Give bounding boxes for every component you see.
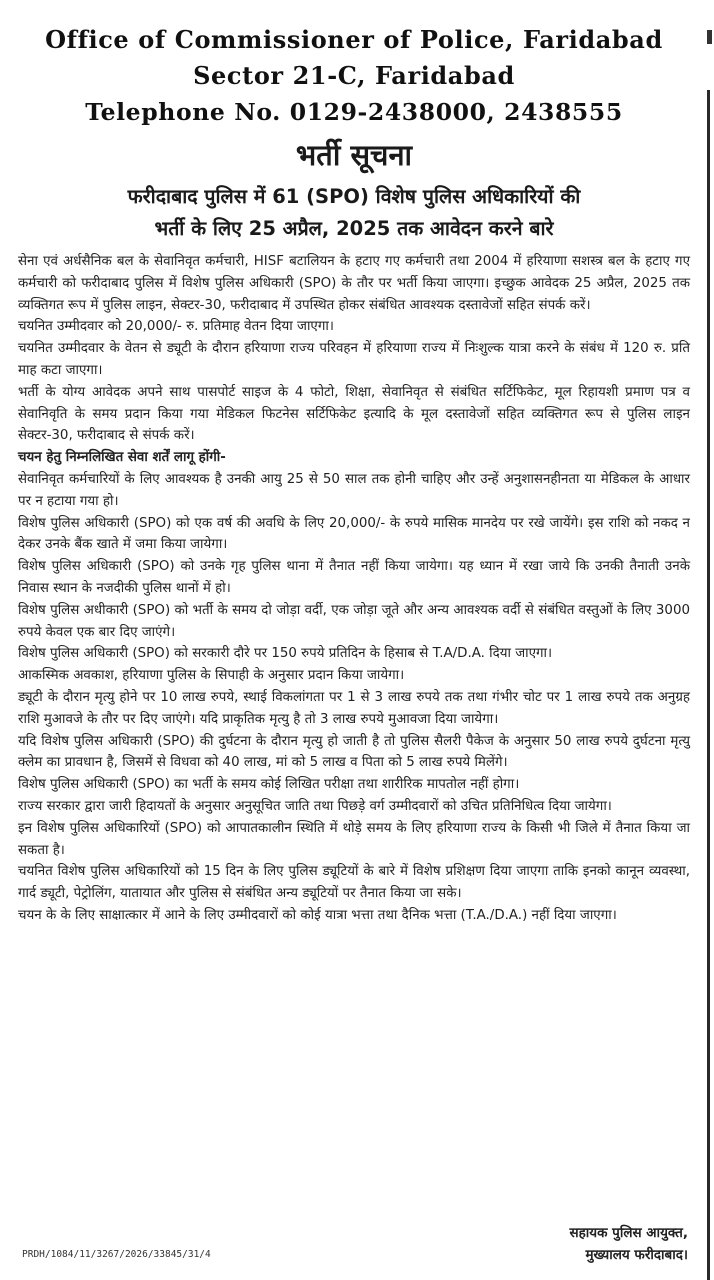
office-telephone: Telephone No. 0129-2438000, 2438555 [85,98,623,126]
subject-line-1: फरीदाबाद पुलिस में 61 (SPO) विशेष पुलिस अधिकारियों की [127,185,581,208]
condition-item: यदि विशेष पुलिस अधिकारी (SPO) की दुर्घटना के दौरान मृत्यु हो जाती है तो पुलिस सैलरी पैकेज के अनुसार 50 लाख रुपये दुर्घटना मृत्यु क्लेम का प्रावधान है, जिसमें से विधवा को 40 लाख, मां को 5 लाख व पिता को 5 लाख रुपये मिलेंगे। [18,733,690,771]
subject-line-2: भर्ती के लिए 25 अप्रैल, 2025 तक आवेदन करने बारे [154,217,554,240]
condition-item: ड्यूटी के दौरान मृत्यु होने पर 10 लाख रुपये, स्थाई विकलांगता पर 1 से 3 लाख रुपये तक तथा गंभीर चोट पर 1 लाख रुपये तक अनुग्रह राशि मुआवजे के तौर पर दिए जाएंगे। यदि प्राकृतिक मृत्यु है तो 3 लाख रुपये मुआवजा दिया जायेगा। [18,689,690,727]
office-address: Sector 21-C, Faridabad [193,61,515,90]
documents-paragraph: भर्ती के योग्य आवेदक अपने साथ पासपोर्ट साइज के 4 फोटो, शिक्षा, सेवानिवृत से संबंधित सर्टिफिकेट, मूल रिहायशी प्रमाण पत्र व सेवानिवृति के समय प्रदान किया गया मेडिकल फिटनेस सर्टिफिकेट इत्यादि के मूल दस्तावेजों सहित व्यक्तिगत रूप से पुलिस लाइन सेक्टर-30, फरीदाबाद से संपर्क करें। [18,384,690,444]
reference-number: PRDH/1084/11/3267/2026/33845/31/4 [22,1249,211,1260]
condition-item: विशेष पुलिस अधीकारी (SPO) को भर्ती के समय दो जोड़ा वर्दी, एक जोड़ा जूते और अन्य आवश्यक वर्दी से संबंधित वस्तुओं के लिए 3000 रुपये केवल एक बार दिए जाएंगे। [18,602,690,640]
condition-item: विशेष पुलिस अधिकारी (SPO) को उनके गृह पुलिस थाना में तैनात नहीं किया जायेगा। यह ध्यान में रखा जाये कि उनकी तैनाती उनके निवास स्थान के नजदीकी पुलिस थानों में हो। [18,559,690,596]
condition-item: विशेष पुलिस अधिकारी (SPO) का भर्ती के समय कोई लिखित परीक्षा तथा शारीरिक मापतोल नहीं होगा। [18,777,520,793]
intro-paragraph: सेना एवं अर्धसैनिक बल के सेवानिवृत कर्मचारी, HISF बटालियन के हटाए गए कर्मचारी तथा 2004 में हरियाणा सशस्त्र बल के हटाए गए कर्मचारी को फरीदाबाद पुलिस में विशेष पुलिस अधिकारी (SPO) के तौर पर भर्ती किया जाएगा। इच्छुक आवेदक 25 अप्रैल, 2025 तक व्यक्तिगत रूप में पुलिस लाइन, सेक्टर-30, फरीदाबाद में उपस्थित होकर संबंधित आवश्यक दस्तावेजों सहित संपर्क करें। [18,254,690,313]
conditions-heading: चयन हेतु निम्नलिखित सेवा शर्तें लागू होंगी- [18,450,226,466]
condition-item: चयन के के लिए साक्षात्कार में आने के लिए उम्मीदवारों को कोई यात्रा भत्ता तथा दैनिक भत्ता (T.A./D.A.) नहीं दिया जाएगा। [18,907,617,923]
condition-item: राज्य सरकार द्वारा जारी हिदायतों के अनुसार अनुसूचित जाति तथा पिछड़े वर्ग उम्मीदवारों को उचित प्रतिनिधित्व दिया जायेगा। [18,798,612,814]
condition-item: आकस्मिक अवकाश, हरियाणा पुलिस के सिपाही के अनुसार प्रदान किया जायेगा। [18,668,405,684]
signature-block [569,1222,688,1266]
condition-item: विशेष पुलिस अधिकारी (SPO) को सरकारी दौरे पर 150 रुपये प्रतिदिन के हिसाब से T.A/D.A. दिया जाएगा। [18,646,553,662]
office-name: Office of Commissioner of Police, Faridabad [45,25,663,54]
page-edge-rule [707,90,710,1280]
transport-paragraph: चयनित उम्मीदवार के वेतन से ड्यूटी के दौरान हरियाणा राज्य परिवहन में हरियाणा राज्य में निःशुल्क यात्रा करने के संबंध में 120 रु. प्रति माह कटा जाएगा। [18,341,690,378]
condition-item: चयनित विशेष पुलिस अधिकारियों को 15 दिन के लिए पुलिस ड्यूटियों के बारे में विशेष प्रशिक्षण दिया जाएगा ताकि इनको कानून व्यवस्था, गार्द ड्यूटी, पेट्रोलिंग, यातायात और पुलिस से संबंधित अन्य ड्यूटियों पर तैनात किया जा सके। [18,864,690,902]
condition-item: इन विशेष पुलिस अधिकारियों (SPO) को आपातकालीन स्थिति में थोड़े समय के लिए हरियाणा राज्य के किसी भी जिले में तैनात किया जा सकता है। [18,820,690,858]
notice-subject [18,181,690,245]
signatory-designation: सहायक पुलिस आयुक्त, [569,1225,688,1241]
condition-item: विशेष पुलिस अधिकारी (SPO) को एक वर्ष की अवधि के लिए 20,000/- के रुपये मासिक मानदेय पर रखे जायेंगे। इस राशि को नकद न देकर उनके बैंक खाते में जमा किया जायेगा। [18,515,690,553]
notice-footer [18,1210,690,1266]
salary-paragraph: चयनित उम्मीदवार को 20,000/- रु. प्रतिमाह वेतन दिया जाएगा। [18,319,334,335]
recruitment-notice [18,22,690,1272]
notice-body [18,251,690,927]
signatory-office: मुख्यालय फरीदाबाद। [585,1247,688,1263]
page-edge-mark [707,30,712,44]
condition-item: सेवानिवृत कर्मचारियों के लिए आवश्यक है उनकी आयु 25 से 50 साल तक होनी चाहिए और उन्हें अनुशासनहीनता या मेडिकल के आधार पर न हटाया गया हो। [18,471,690,509]
notice-title: भर्ती सूचना [295,138,413,172]
